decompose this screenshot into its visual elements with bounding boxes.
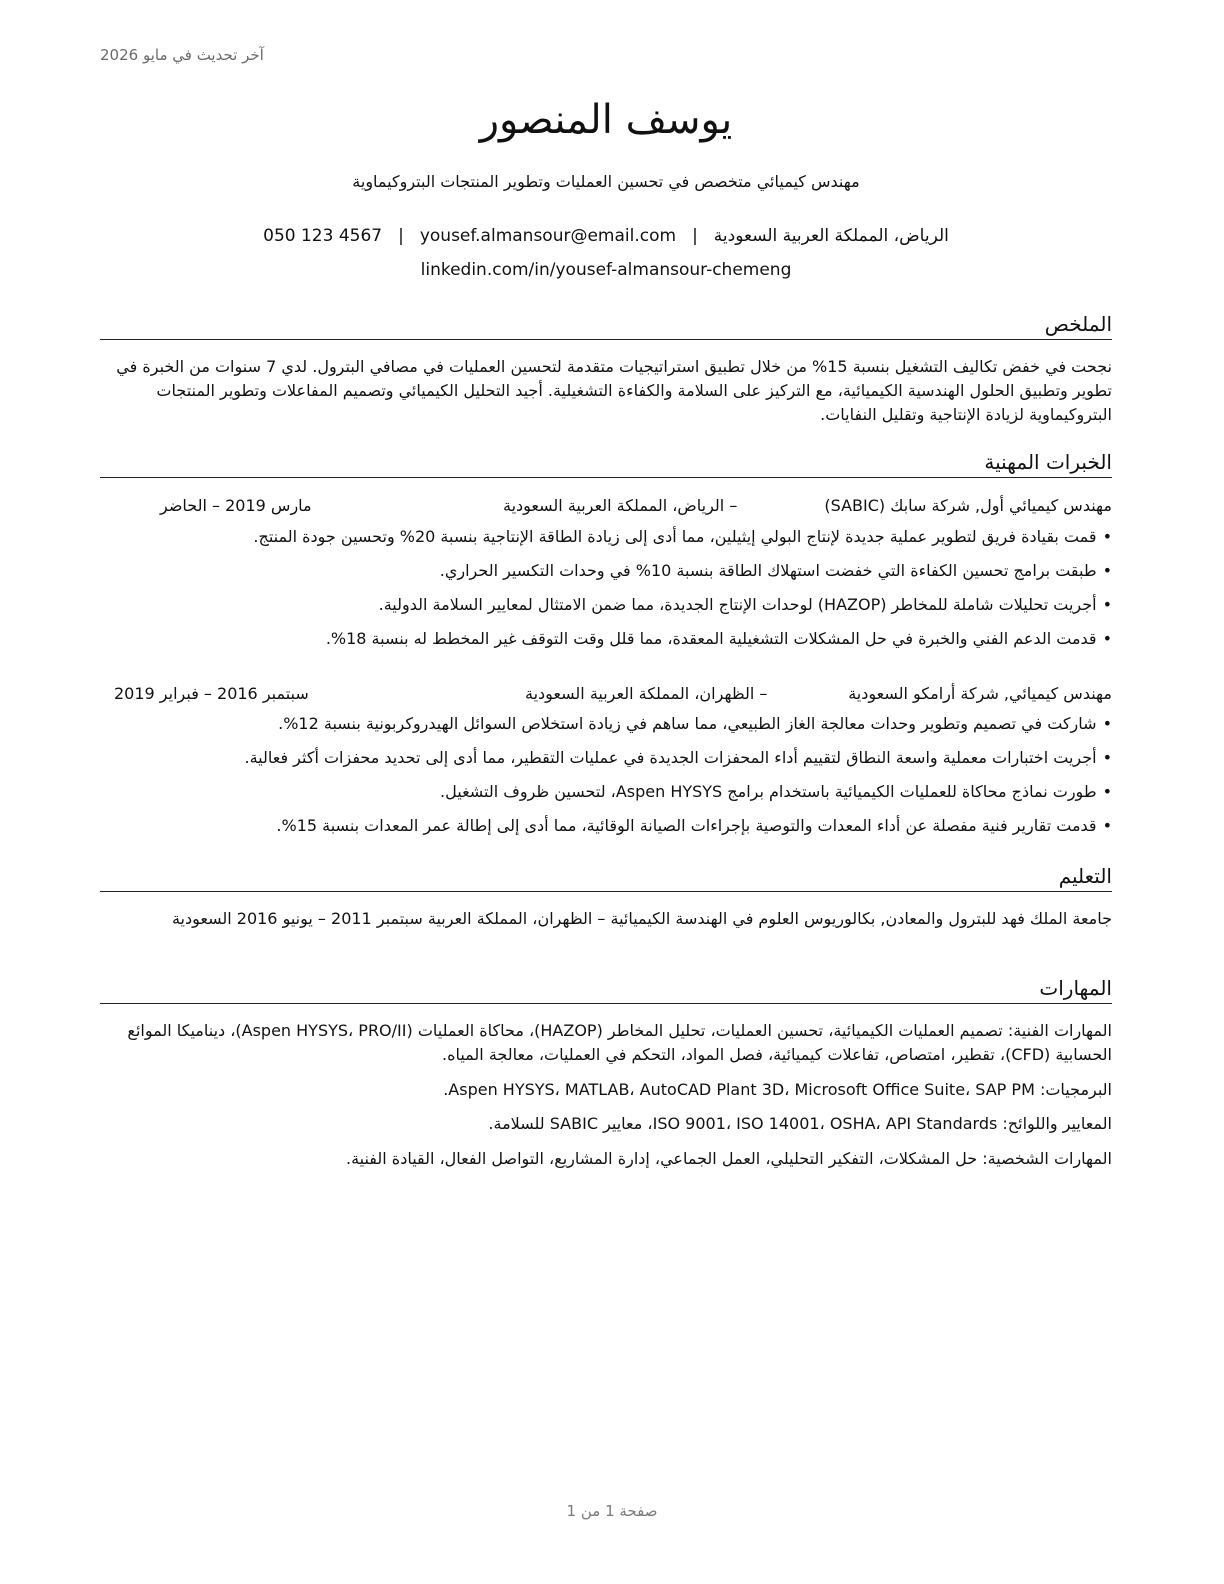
skill-personal: المهارات الشخصية: حل المشكلات، التفكير التحليلي، العمل الجماعي، إدارة المشاريع، التواصل الفعال، القيادة الفنية. <box>345 1149 1112 1168</box>
list-item: •شاركت في تصميم وتطوير وحدات معالجة الغاز الطبيعي، مما ساهم في زيادة استخلاص السوائل الهيدروكربونية بنسبة 12%. <box>278 714 1112 733</box>
list-item: •قمت بقيادة فريق لتطوير عملية جديدة لإنتاج البولي إيثيلين، مما أدى إلى زيادة الطاقة الإنتاجية بنسبة 20% وتحسين جودة المنتج. <box>253 527 1112 546</box>
job-header <box>100 494 1112 518</box>
job-dates: سبتمبر 2016 – فبراير 2019 <box>114 684 309 703</box>
list-item: •طبقت برامج تحسين الكفاءة التي خفضت استهلاك الطاقة بنسبة 10% في وحدات التكسير الحراري. <box>439 561 1112 580</box>
resume-page <box>100 0 1112 1584</box>
job-title: مهندس كيميائي أول, شركة سابك (SABIC) <box>824 496 1112 515</box>
skill-software: البرمجيات: Aspen HYSYS، MATLAB، AutoCAD Plant 3D، Microsoft Office Suite، SAP PM. <box>443 1080 1112 1099</box>
section-title-experience: الخبرات المهنية <box>100 448 1112 478</box>
contact-separator: | <box>398 226 404 246</box>
contact-phone: 050 123 4567 <box>263 226 383 246</box>
education-text: جامعة الملك فهد للبترول والمعادن, بكالوريوس العلوم في الهندسة الكيميائية – الظهران، المملكة العربية سبتمبر 2011 – يونيو 2016 السعودية <box>171 909 1112 928</box>
page-number: صفحة 1 من 1 <box>566 1502 658 1520</box>
job-dates: مارس 2019 – الحاضر <box>160 496 312 515</box>
section-title-education: التعليم <box>100 862 1112 892</box>
list-item: •قدمت الدعم الفني والخبرة في حل المشكلات التشغيلية المعقدة، مما قلل وقت التوقف غير المخطط له بنسبة 18%. <box>325 629 1112 648</box>
job-header <box>100 682 1112 706</box>
job-title: مهندس كيميائي, شركة أرامكو السعودية <box>848 684 1112 703</box>
contact-separator: | <box>692 226 698 246</box>
contact-email[interactable]: yousef.almansour@email.com <box>419 226 677 246</box>
list-item: •قدمت تقارير فنية مفصلة عن أداء المعدات والتوصية بإجراءات الصيانة الوقائية، مما أدى إلى إطالة عمر المعدات بنسبة 15%. <box>276 816 1112 835</box>
list-item: •أجريت اختبارات معملية واسعة النطاق لتقييم أداء المحفزات الجديدة في عمليات التقطير، مما أدى إلى تحديد محفزات أكثر فعالية. <box>244 748 1112 767</box>
summary-text: نجحت في خفض تكاليف التشغيل بنسبة 15% من خلال تطبيق استراتيجيات متقدمة لتحسين العمليات في مصافي البترول. لدي 7 سنوات من الخبرة في تطوير وتطبيق الحلول الهندسية الكيميائية، مع التركيز على السلامة والكفاءة التشغيلية. أجيد التحليل الكيميائي وتصميم المفاعلات وتطوير المنتجات البتروكيماوية لزيادة الإنتاجية وتقليل النفايات. <box>116 357 1112 424</box>
section-title-skills: المهارات <box>100 974 1112 1004</box>
contact-line <box>100 223 1112 249</box>
list-item: •طورت نماذج محاكاة للعمليات الكيميائية باستخدام برامج Aspen HYSYS، لتحسين ظروف التشغيل. <box>440 782 1112 801</box>
contact-linkedin[interactable]: linkedin.com/in/yousef-almansour-chemeng <box>420 260 792 280</box>
job-bullets <box>100 712 1112 848</box>
job-bullets <box>100 525 1112 661</box>
skill-technical: المهارات الفنية: تصميم العمليات الكيميائية، تحسين العمليات، تحليل المخاطر (HAZOP)، محاكاة العمليات (Aspen HYSYS، PRO/II)، ديناميكا الموائع الحسابية (CFD)، تقطير، امتصاص، تفاعلات كيميائية، فصل المواد، التحكم في العمليات، معالجة المياه. <box>127 1021 1112 1064</box>
candidate-name: يوسف المنصور <box>479 97 733 143</box>
job-location: – الظهران، المملكة العربية السعودية <box>525 684 768 703</box>
last-updated: آخر تحديث في مايو 2026 <box>100 46 264 64</box>
contact-location: الرياض، المملكة العربية السعودية <box>713 226 949 246</box>
job-location: – الرياض، المملكة العربية السعودية <box>503 496 738 515</box>
skill-standards: المعايير واللوائح: ISO 9001، ISO 14001، OSHA، API Standards، معايير SABIC للسلامة. <box>488 1114 1112 1133</box>
section-title-summary: الملخص <box>100 310 1112 340</box>
list-item: •أجريت تحليلات شاملة للمخاطر (HAZOP) لوحدات الإنتاج الجديدة، مما ضمن الامتثال لمعايير السلامة الدولية. <box>378 595 1112 614</box>
tagline: مهندس كيميائي متخصص في تحسين العمليات وتطوير المنتجات البتروكيماوية <box>352 172 860 191</box>
